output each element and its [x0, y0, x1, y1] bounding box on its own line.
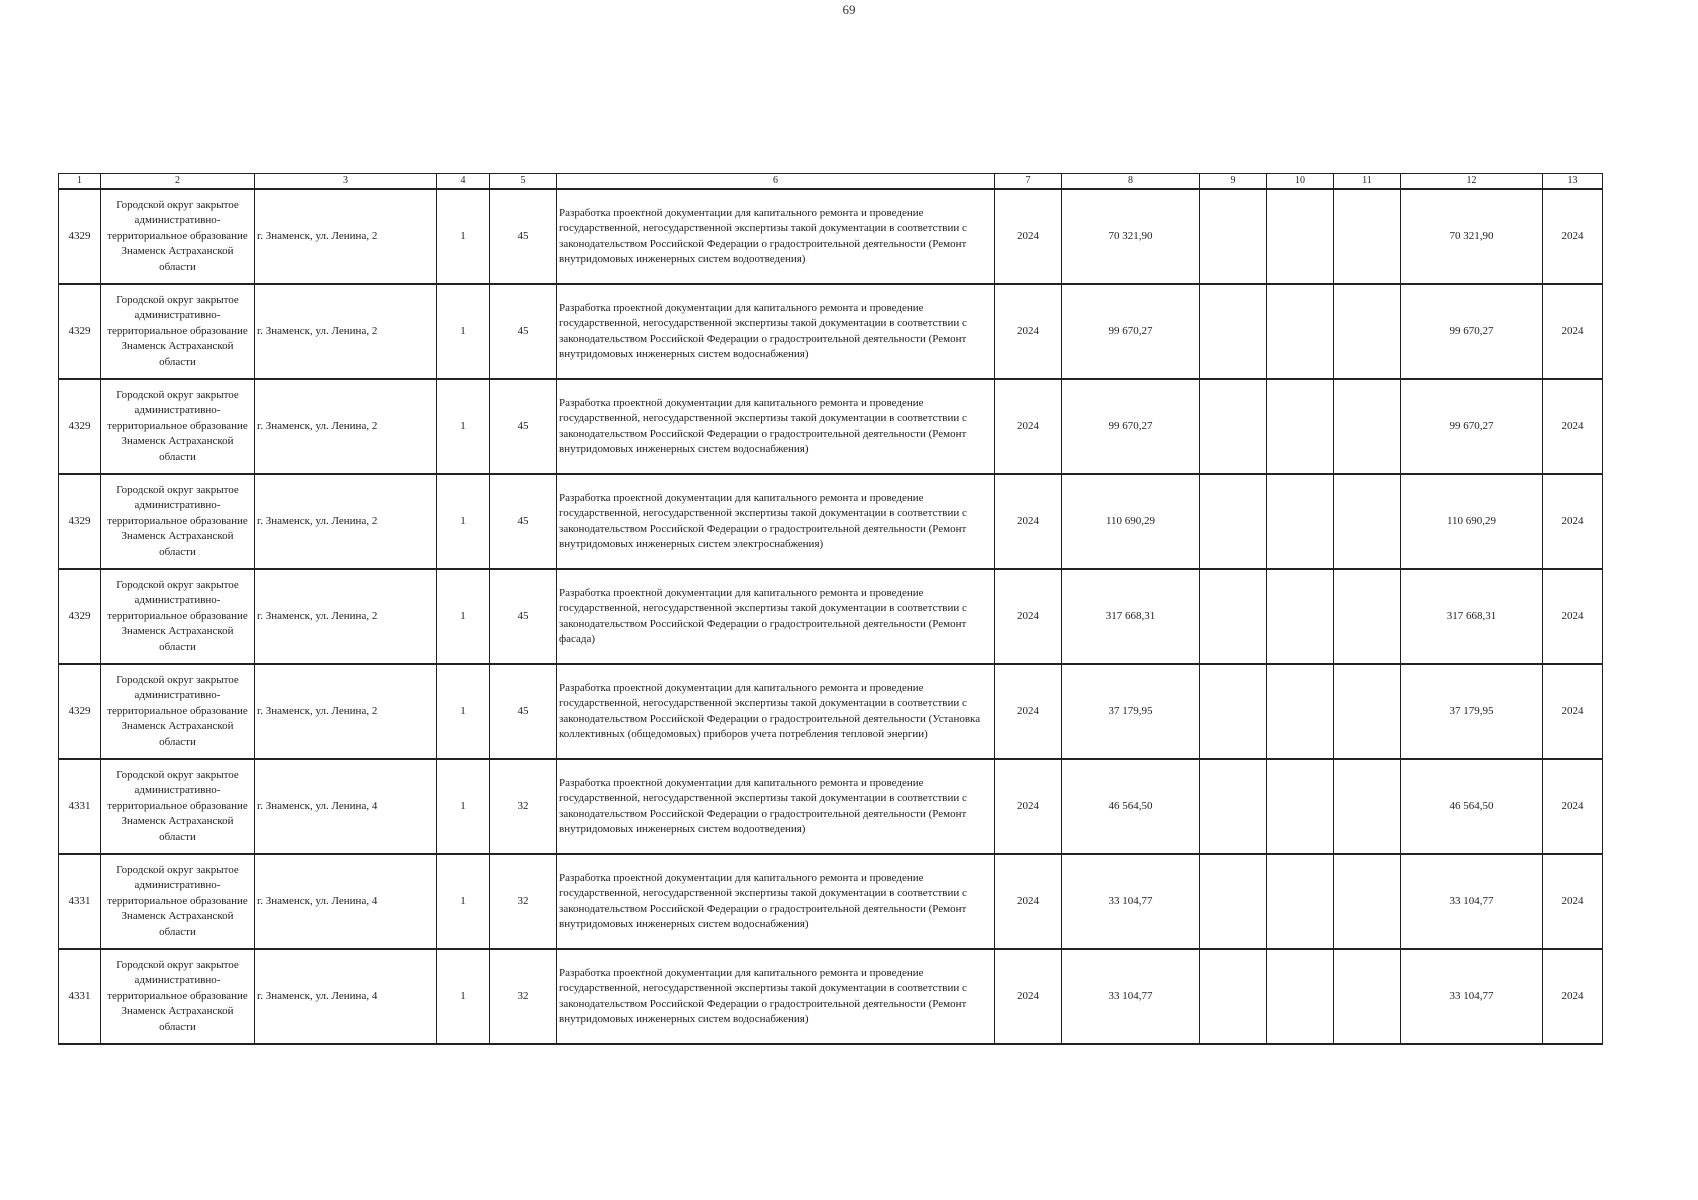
table-row: [59, 664, 1603, 759]
col13-cell: 2024: [1543, 379, 1603, 474]
address-cell: г. Знаменск, ул. Ленина, 2: [255, 189, 437, 284]
col11-cell: [1334, 189, 1401, 284]
year-cell: 2024: [995, 474, 1062, 569]
column-header: 5: [490, 174, 557, 190]
col10-cell: [1267, 474, 1334, 569]
row-id-cell: 4329: [59, 474, 101, 569]
col5-cell: 45: [490, 284, 557, 379]
year-cell: 2024: [995, 759, 1062, 854]
col13-cell: 2024: [1543, 569, 1603, 664]
row-id-cell: 4329: [59, 379, 101, 474]
col12-cell: 37 179,95: [1401, 664, 1543, 759]
col4-cell: 1: [437, 759, 490, 854]
col9-cell: [1200, 379, 1267, 474]
year-cell: 2024: [995, 664, 1062, 759]
column-header: 9: [1200, 174, 1267, 190]
col4-cell: 1: [437, 189, 490, 284]
table-row: [59, 379, 1603, 474]
col11-cell: [1334, 379, 1401, 474]
col9-cell: [1200, 949, 1267, 1044]
table-row: [59, 569, 1603, 664]
col4-cell: 1: [437, 949, 490, 1044]
address-cell: г. Знаменск, ул. Ленина, 2: [255, 284, 437, 379]
work-description-cell: Разработка проектной документации для капитального ремонта и проведение государственной, негосударственной экспертизы такой документации в соответствии с законодательством Российской Федерации о градостроительной деятельности (Ремонт внутридомовых инженерных систем водоснабжения): [557, 379, 995, 474]
column-header: 13: [1543, 174, 1603, 190]
col5-cell: 32: [490, 949, 557, 1044]
col13-cell: 2024: [1543, 759, 1603, 854]
col10-cell: [1267, 189, 1334, 284]
municipality-cell: Городской округ закрытое административно-территориальное образование Знаменск Астраханской области: [101, 664, 255, 759]
table-body: [59, 189, 1603, 1044]
work-description-cell: Разработка проектной документации для капитального ремонта и проведение государственной, негосударственной экспертизы такой документации в соответствии с законодательством Российской Федерации о градостроительной деятельности (Ремонт внутридомовых инженерных систем водоснабжения): [557, 854, 995, 949]
col12-cell: 99 670,27: [1401, 284, 1543, 379]
col12-cell: 33 104,77: [1401, 949, 1543, 1044]
total-cost-cell: 317 668,31: [1062, 569, 1200, 664]
municipality-cell: Городской округ закрытое административно-территориальное образование Знаменск Астраханской области: [101, 949, 255, 1044]
year-cell: 2024: [995, 949, 1062, 1044]
col10-cell: [1267, 854, 1334, 949]
col13-cell: 2024: [1543, 474, 1603, 569]
municipality-cell: Городской округ закрытое административно-территориальное образование Знаменск Астраханской области: [101, 569, 255, 664]
column-header: 11: [1334, 174, 1401, 190]
row-id-cell: 4329: [59, 569, 101, 664]
total-cost-cell: 99 670,27: [1062, 379, 1200, 474]
table-row: [59, 949, 1603, 1044]
municipality-cell: Городской округ закрытое административно-территориальное образование Знаменск Астраханской области: [101, 284, 255, 379]
col10-cell: [1267, 379, 1334, 474]
work-description-cell: Разработка проектной документации для капитального ремонта и проведение государственной, негосударственной экспертизы такой документации в соответствии с законодательством Российской Федерации о градостроительной деятельности (Ремонт фасада): [557, 569, 995, 664]
col9-cell: [1200, 759, 1267, 854]
total-cost-cell: 99 670,27: [1062, 284, 1200, 379]
col10-cell: [1267, 664, 1334, 759]
total-cost-cell: 33 104,77: [1062, 949, 1200, 1044]
col5-cell: 45: [490, 569, 557, 664]
address-cell: г. Знаменск, ул. Ленина, 2: [255, 569, 437, 664]
col11-cell: [1334, 664, 1401, 759]
col13-cell: 2024: [1543, 949, 1603, 1044]
col4-cell: 1: [437, 569, 490, 664]
total-cost-cell: 110 690,29: [1062, 474, 1200, 569]
col11-cell: [1334, 569, 1401, 664]
column-header: 8: [1062, 174, 1200, 190]
col11-cell: [1334, 759, 1401, 854]
col11-cell: [1334, 284, 1401, 379]
col4-cell: 1: [437, 379, 490, 474]
table-row: [59, 854, 1603, 949]
column-header: 4: [437, 174, 490, 190]
col10-cell: [1267, 569, 1334, 664]
year-cell: 2024: [995, 284, 1062, 379]
row-id-cell: 4331: [59, 949, 101, 1044]
work-description-cell: Разработка проектной документации для капитального ремонта и проведение государственной, негосударственной экспертизы такой документации в соответствии с законодательством Российской Федерации о градостроительной деятельности (Ремонт внутридомовых инженерных систем водоснабжения): [557, 949, 995, 1044]
col13-cell: 2024: [1543, 189, 1603, 284]
row-id-cell: 4329: [59, 189, 101, 284]
col9-cell: [1200, 569, 1267, 664]
capital-repair-table: [58, 173, 1603, 1045]
col10-cell: [1267, 284, 1334, 379]
municipality-cell: Городской округ закрытое административно-территориальное образование Знаменск Астраханской области: [101, 474, 255, 569]
col5-cell: 45: [490, 379, 557, 474]
work-description-cell: Разработка проектной документации для капитального ремонта и проведение государственной, негосударственной экспертизы такой документации в соответствии с законодательством Российской Федерации о градостроительной деятельности (Ремонт внутридомовых инженерных систем электроснабжения): [557, 474, 995, 569]
work-description-cell: Разработка проектной документации для капитального ремонта и проведение государственной, негосударственной экспертизы такой документации в соответствии с законодательством Российской Федерации о градостроительной деятельности (Ремонт внутридомовых инженерных систем водоотведения): [557, 189, 995, 284]
col12-cell: 33 104,77: [1401, 854, 1543, 949]
address-cell: г. Знаменск, ул. Ленина, 2: [255, 379, 437, 474]
col5-cell: 45: [490, 664, 557, 759]
col9-cell: [1200, 664, 1267, 759]
work-description-cell: Разработка проектной документации для капитального ремонта и проведение государственной, негосударственной экспертизы такой документации в соответствии с законодательством Российской Федерации о градостроительной деятельности (Установка коллективных (общедомовых) приборов учета потребления тепловой энергии): [557, 664, 995, 759]
column-header: 3: [255, 174, 437, 190]
col12-cell: 317 668,31: [1401, 569, 1543, 664]
col5-cell: 45: [490, 189, 557, 284]
col5-cell: 32: [490, 759, 557, 854]
address-cell: г. Знаменск, ул. Ленина, 4: [255, 854, 437, 949]
column-header: 10: [1267, 174, 1334, 190]
column-number-row: [59, 174, 1603, 190]
col9-cell: [1200, 474, 1267, 569]
column-header: 2: [101, 174, 255, 190]
column-header: 6: [557, 174, 995, 190]
total-cost-cell: 37 179,95: [1062, 664, 1200, 759]
table-row: [59, 759, 1603, 854]
address-cell: г. Знаменск, ул. Ленина, 2: [255, 474, 437, 569]
column-header: 7: [995, 174, 1062, 190]
col12-cell: 70 321,90: [1401, 189, 1543, 284]
col13-cell: 2024: [1543, 664, 1603, 759]
col11-cell: [1334, 854, 1401, 949]
address-cell: г. Знаменск, ул. Ленина, 2: [255, 664, 437, 759]
work-description-cell: Разработка проектной документации для капитального ремонта и проведение государственной, негосударственной экспертизы такой документации в соответствии с законодательством Российской Федерации о градостроительной деятельности (Ремонт внутридомовых инженерных систем водоотведения): [557, 759, 995, 854]
year-cell: 2024: [995, 189, 1062, 284]
col4-cell: 1: [437, 474, 490, 569]
col12-cell: 110 690,29: [1401, 474, 1543, 569]
municipality-cell: Городской округ закрытое административно-территориальное образование Знаменск Астраханской области: [101, 759, 255, 854]
row-id-cell: 4331: [59, 759, 101, 854]
address-cell: г. Знаменск, ул. Ленина, 4: [255, 949, 437, 1044]
municipality-cell: Городской округ закрытое административно-территориальное образование Знаменск Астраханской области: [101, 189, 255, 284]
col10-cell: [1267, 759, 1334, 854]
year-cell: 2024: [995, 569, 1062, 664]
col9-cell: [1200, 854, 1267, 949]
col5-cell: 45: [490, 474, 557, 569]
col4-cell: 1: [437, 664, 490, 759]
table-row: [59, 284, 1603, 379]
year-cell: 2024: [995, 854, 1062, 949]
col9-cell: [1200, 189, 1267, 284]
municipality-cell: Городской округ закрытое административно-территориальное образование Знаменск Астраханской области: [101, 379, 255, 474]
address-cell: г. Знаменск, ул. Ленина, 4: [255, 759, 437, 854]
col11-cell: [1334, 474, 1401, 569]
table-row: [59, 474, 1603, 569]
row-id-cell: 4329: [59, 284, 101, 379]
col13-cell: 2024: [1543, 284, 1603, 379]
row-id-cell: 4331: [59, 854, 101, 949]
municipality-cell: Городской округ закрытое административно-территориальное образование Знаменск Астраханской области: [101, 854, 255, 949]
col12-cell: 99 670,27: [1401, 379, 1543, 474]
year-cell: 2024: [995, 379, 1062, 474]
col9-cell: [1200, 284, 1267, 379]
col5-cell: 32: [490, 854, 557, 949]
total-cost-cell: 70 321,90: [1062, 189, 1200, 284]
total-cost-cell: 33 104,77: [1062, 854, 1200, 949]
row-id-cell: 4329: [59, 664, 101, 759]
table-row: [59, 189, 1603, 284]
page-number: 69: [842, 2, 856, 17]
col13-cell: 2024: [1543, 854, 1603, 949]
col4-cell: 1: [437, 854, 490, 949]
col4-cell: 1: [437, 284, 490, 379]
work-description-cell: Разработка проектной документации для капитального ремонта и проведение государственной, негосударственной экспертизы такой документации в соответствии с законодательством Российской Федерации о градостроительной деятельности (Ремонт внутридомовых инженерных систем водоснабжения): [557, 284, 995, 379]
total-cost-cell: 46 564,50: [1062, 759, 1200, 854]
col11-cell: [1334, 949, 1401, 1044]
column-header: 1: [59, 174, 101, 190]
col10-cell: [1267, 949, 1334, 1044]
col12-cell: 46 564,50: [1401, 759, 1543, 854]
column-header: 12: [1401, 174, 1543, 190]
